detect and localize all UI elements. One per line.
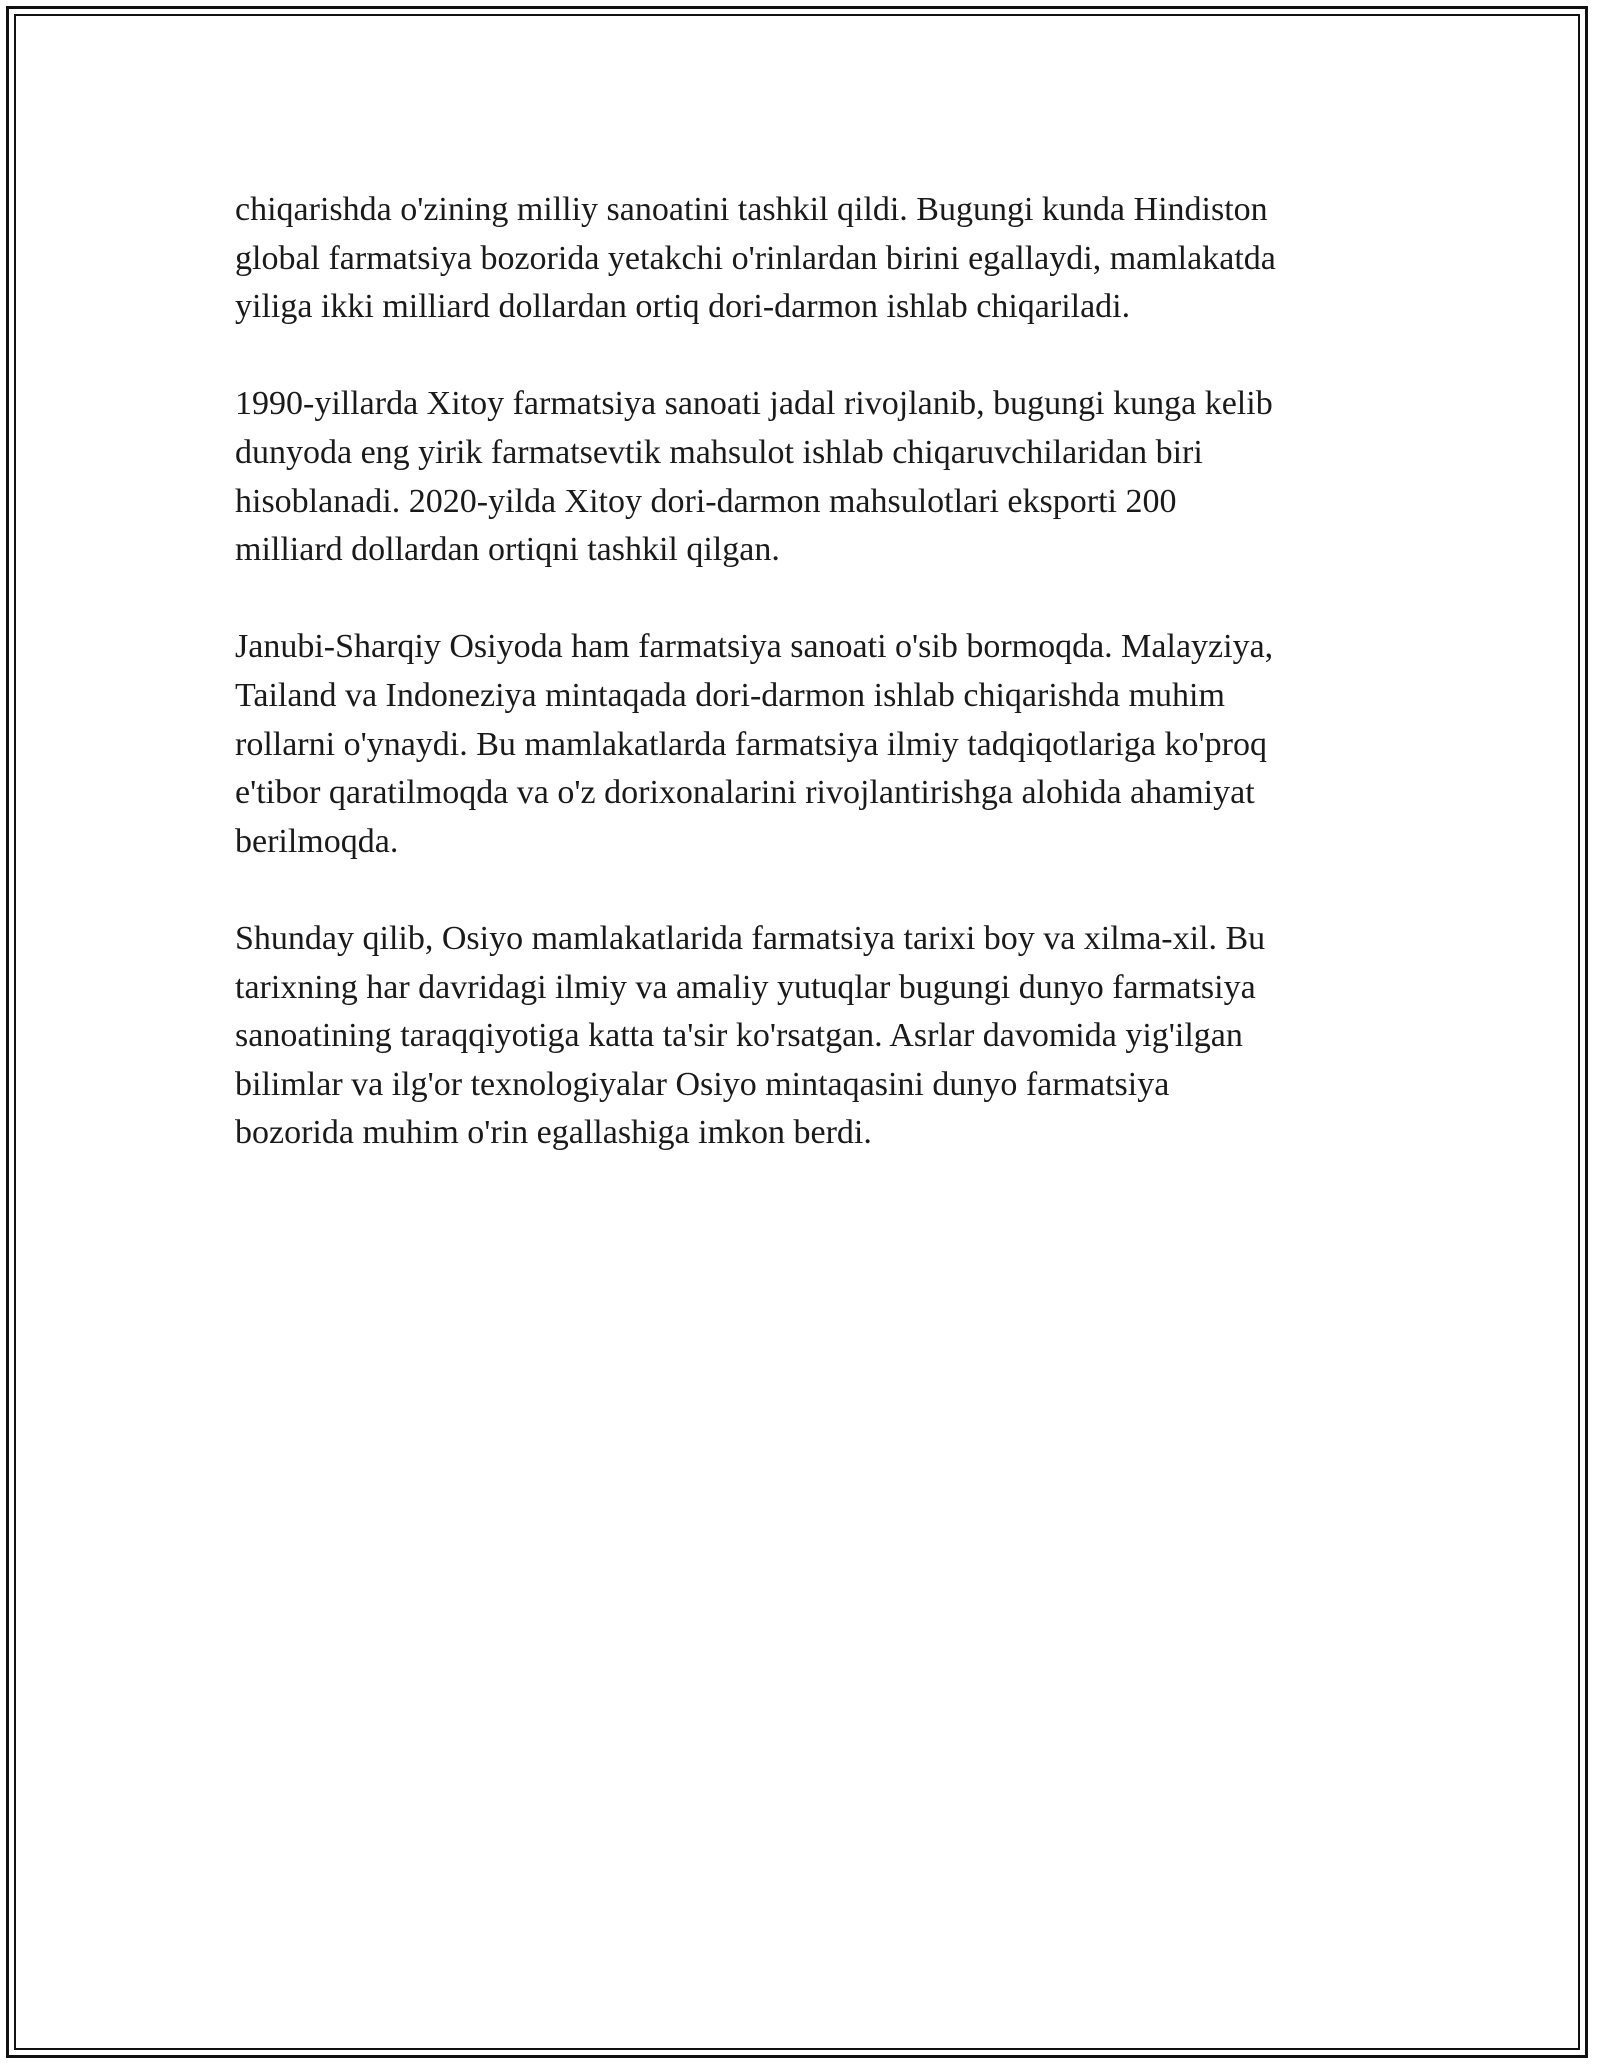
paragraph-line: hisoblanadi. 2020-yilda Xitoy dori-darmon mahsulotlari eksporti 200 <box>235 482 1177 520</box>
paragraph-line: global farmatsiya bozorida yetakchi o'rinlardan birini egallaydi, mamlakatda <box>235 239 1276 277</box>
paragraph-line: yiliga ikki milliard dollardan ortiq dori-darmon ishlab chiqariladi. <box>235 288 1131 326</box>
paragraph-line: bozorida muhim o'rin egallashiga imkon berdi. <box>235 1114 872 1152</box>
paragraph-3 <box>235 623 1385 866</box>
paragraph-line: milliard dollardan ortiqni tashkil qilgan. <box>235 531 780 569</box>
paragraph-line: tarixning har davridagi ilmiy va amaliy yutuqlar bugungi dunyo farmatsiya <box>235 968 1256 1006</box>
paragraph-line: sanoatining taraqqiyotiga katta ta'sir ko'rsatgan. Asrlar davomida yig'ilgan <box>235 1017 1243 1055</box>
paragraph-line: Shunday qilib, Osiyo mamlakatlarida farmatsiya tarixi boy va xilma-xil. Bu <box>235 919 1266 957</box>
paragraph-4 <box>235 915 1385 1158</box>
paragraph-line: Janubi-Sharqiy Osiyoda ham farmatsiya sanoati o'sib bormoqda. Malayziya, <box>235 628 1274 666</box>
paragraph-2 <box>235 380 1385 574</box>
paragraph-line: e'tibor qaratilmoqda va o'z dorixonalarini rivojlantirishga alohida ahamiyat <box>235 774 1255 812</box>
paragraph-line: chiqarishda o'zining milliy sanoatini tashkil qildi. Bugungi kunda Hindiston <box>235 191 1268 228</box>
paragraph-line: berilmoqda. <box>235 822 399 860</box>
document-body <box>235 186 1385 1206</box>
paragraph-line: dunyoda eng yirik farmatsevtik mahsulot ishlab chiqaruvchilaridan biri <box>235 433 1203 471</box>
paragraph-line: bilimlar va ilg'or texnologiyalar Osiyo mintaqasini dunyo farmatsiya <box>235 1065 1170 1103</box>
paragraph-line: 1990-yillarda Xitoy farmatsiya sanoati jadal rivojlanib, bugungi kunga kelib <box>235 385 1273 423</box>
paragraph-1 <box>235 186 1385 332</box>
paragraph-line: rollarni o'ynaydi. Bu mamlakatlarda farmatsiya ilmiy tadqiqotlariga ko'proq <box>235 725 1267 763</box>
paragraph-line: Tailand va Indoneziya mintaqada dori-darmon ishlab chiqarishda muhim <box>235 676 1225 714</box>
